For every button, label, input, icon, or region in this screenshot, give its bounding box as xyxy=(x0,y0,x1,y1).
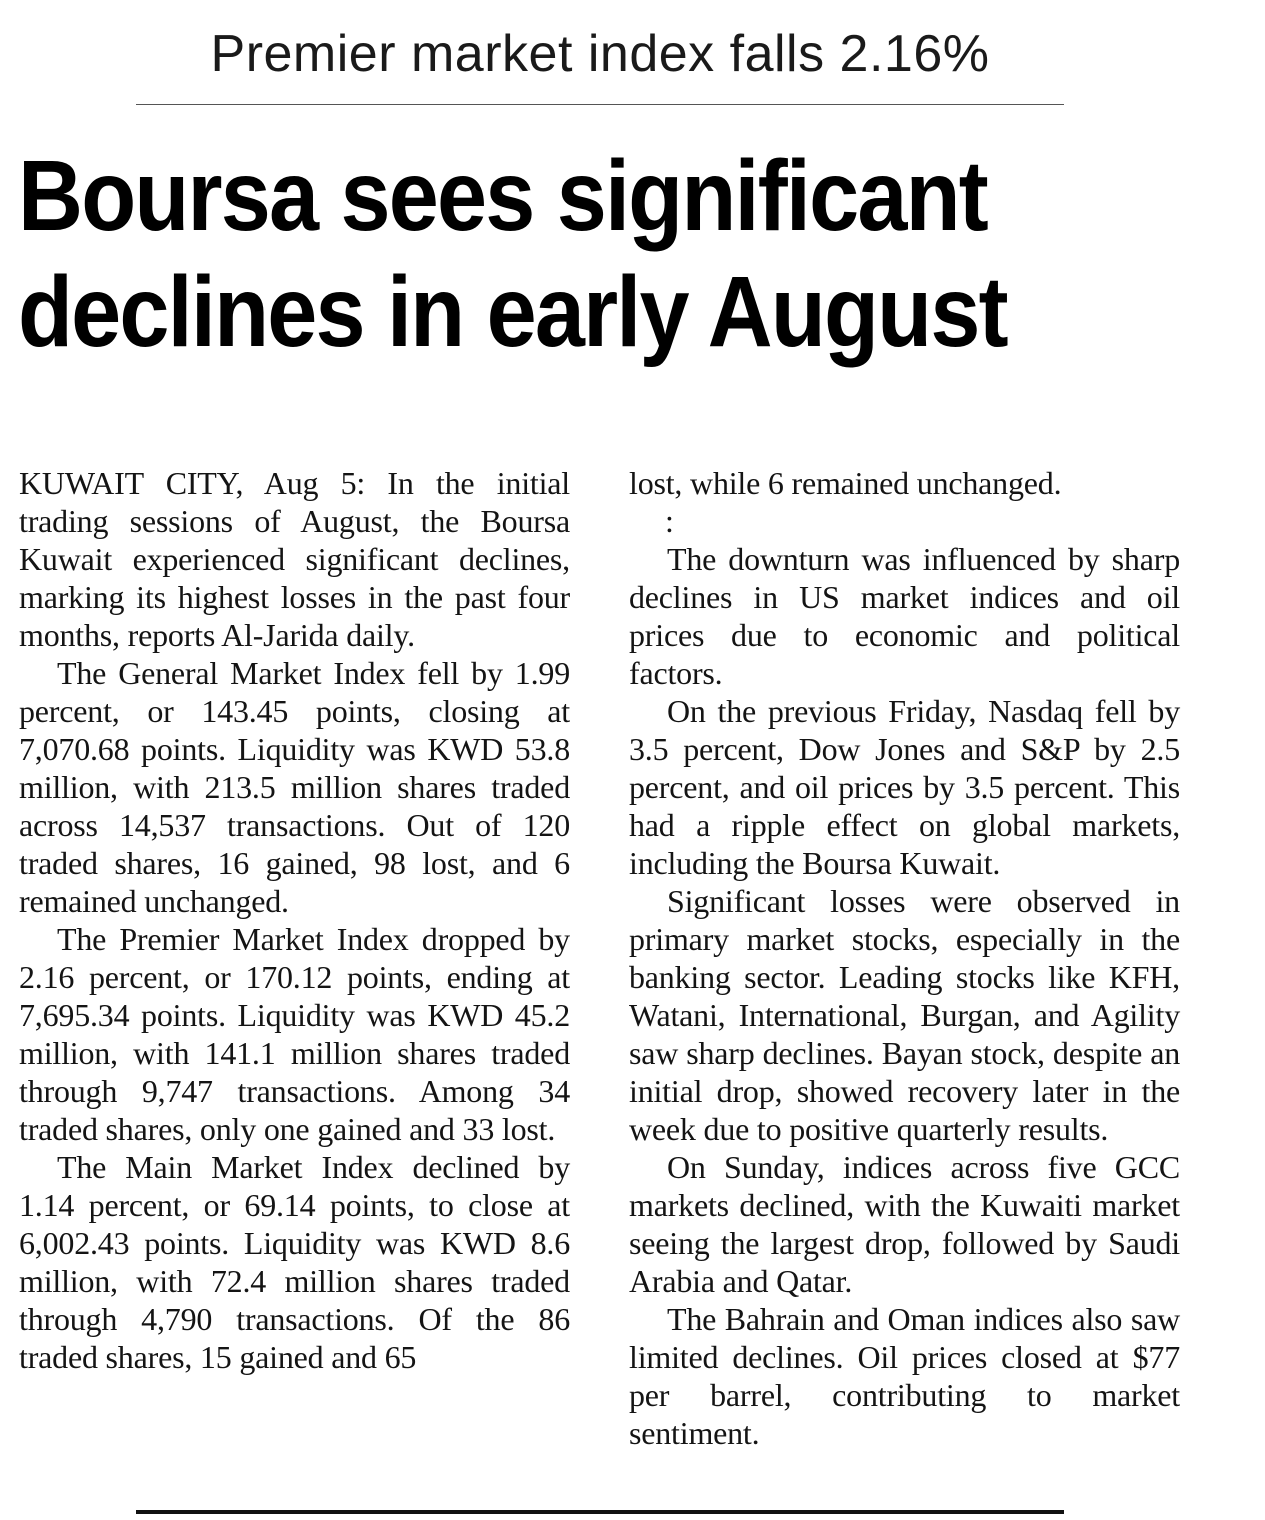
headline-line-1: Boursa sees significant xyxy=(18,140,987,252)
article-paragraph-continuation: lost, while 6 remained unchanged. xyxy=(629,465,1062,501)
section-separator: : xyxy=(665,503,674,539)
article-paragraph: The Premier Market Index dropped by 2.16 percent, or 170.12 points, ending at 7,695.34 points. Liquidity was KWD 45.2 million, with 141.1 million shares traded through 9,747 transactions. Among 34 traded shares, only one gained and 33 lost. xyxy=(19,921,570,1147)
article-paragraph: The General Market Index fell by 1.99 percent, or 143.45 points, closing at 7,070.68 points. Liquidity was KWD 53.8 million, with 213.5 million shares traded across 14,537 transactions. Out of 120 traded shares, 16 gained, 98 lost, and 6 remained unchanged. xyxy=(19,655,570,919)
article-paragraph: The downturn was influenced by sharp declines in US market indices and oil prices due to economic and political factors. xyxy=(629,541,1180,691)
headline xyxy=(18,138,1080,370)
article-paragraph: On the previous Friday, Nasdaq fell by 3.5 percent, Dow Jones and S&P by 2.5 percent, and oil prices by 3.5 percent. This had a ripple effect on global markets, including the Boursa Kuwait. xyxy=(629,693,1180,881)
article-right-column xyxy=(629,464,1180,1452)
article-paragraph: The Main Market Index declined by 1.14 percent, or 69.14 points, to close at 6,002.43 points. Liquidity was KWD 8.6 million, with 72.4 million shares traded through 4,790 transactions. Of the 86 traded shares, 15 gained and 65 xyxy=(19,1149,570,1375)
bottom-rule xyxy=(136,1510,1064,1514)
article-paragraph: Significant losses were observed in primary market stocks, especially in the banking sector. Leading stocks like KFH, Watani, International, Burgan, and Agility saw sharp declines. Bayan stock, despite an initial drop, showed recovery later in the week due to positive quarterly results. xyxy=(629,883,1180,1147)
article-paragraph: On Sunday, indices across five GCC markets declined, with the Kuwaiti market seeing the largest drop, followed by Saudi Arabia and Qatar. xyxy=(629,1149,1180,1299)
kicker-rule xyxy=(136,104,1064,105)
kicker-headline: Premier market index falls 2.16% xyxy=(210,25,990,83)
article-paragraph: The Bahrain and Oman indices also saw limited declines. Oil prices closed at $77 per barrel, contributing to market sentiment. xyxy=(629,1301,1180,1451)
article-left-column xyxy=(19,464,570,1376)
headline-line-2: declines in early August xyxy=(18,256,1007,368)
article-paragraph: KUWAIT CITY, Aug 5: In the initial trading sessions of August, the Boursa Kuwait experienced significant declines, marking its highest losses in the past four months, reports Al-Jarida daily. xyxy=(19,465,570,653)
